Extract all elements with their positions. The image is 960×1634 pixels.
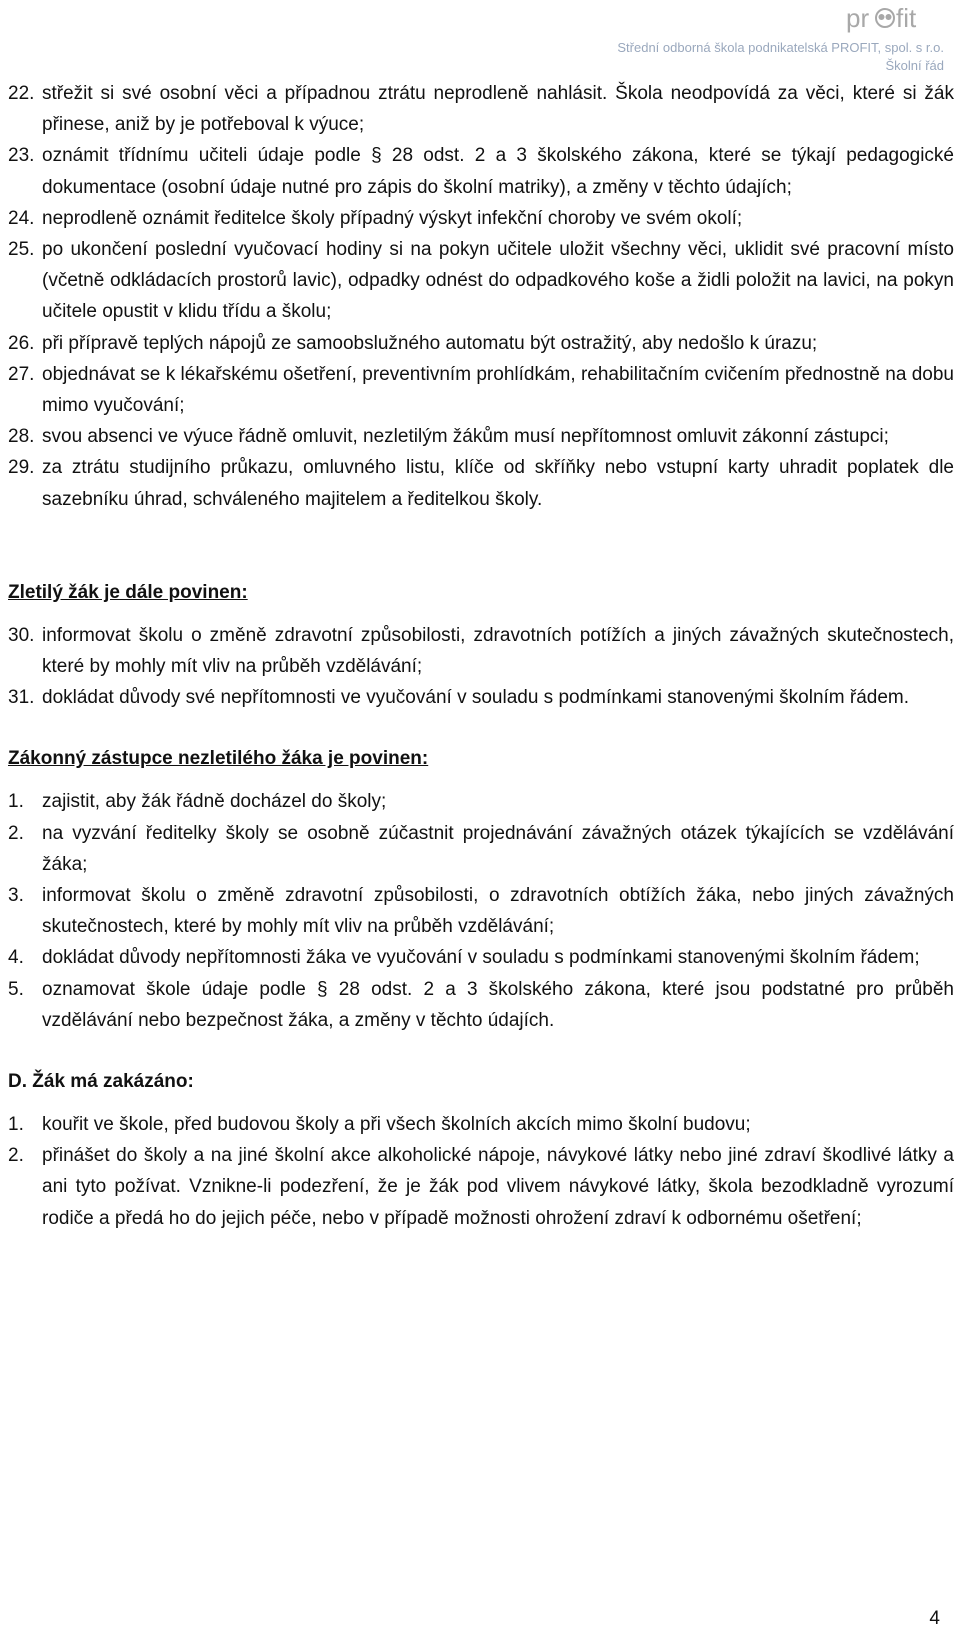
item-text: při přípravě teplých nápojů ze samoobslužného automatu být ostražitý, aby nedošlo k úrazu; — [42, 332, 818, 354]
item-number: 22. — [8, 83, 35, 104]
list-item — [8, 234, 954, 328]
item-number: 2. — [8, 822, 24, 844]
list-item — [8, 203, 954, 234]
list-item — [8, 620, 954, 682]
forbidden-list — [8, 1109, 954, 1234]
item-text: objednávat se k lékařskému ošetření, preventivním prohlídkám, rehabilitačním cvičením přednostně na dobu mimo vyučování; — [42, 363, 954, 417]
list-item — [8, 421, 954, 452]
item-number: 1. — [8, 1114, 24, 1136]
list-item — [8, 1109, 954, 1140]
document-name: Školní řád — [885, 58, 944, 73]
item-text: oznamovat škole údaje podle § 28 odst. 2 a 3 školského zákona, které jsou podstatné pro průběh vzdělávání nebo bezpečnost žáka, a změny v těchto údajích. — [42, 978, 954, 1031]
item-text: kouřit ve škole, před budovou školy a při všech školních akcích mimo školní budovu; — [42, 1114, 751, 1136]
item-text: střežit si své osobní věci a případnou ztrátu neprodleně nahlásit. Škola neodpovídá za věci, které si žák přinese, aniž by je potřeboval k výuce; — [42, 83, 954, 136]
section-heading-adult-student: Zletilý žák je dále povinen: — [8, 581, 248, 603]
school-logo — [844, 0, 944, 36]
item-text: neprodleně oznámit ředitelce školy případný výskyt infekční choroby ve svém okolí; — [42, 207, 743, 229]
page-header — [524, 0, 944, 76]
school-name: Střední odborná škola podnikatelská PROFIT, spol. s r.o. — [617, 40, 944, 55]
list-item — [8, 452, 954, 514]
item-text: dokládat důvody nepřítomnosti žáka ve vyučování v souladu s podmínkami stanovenými školním řádem; — [42, 947, 920, 969]
list-item — [8, 1140, 954, 1234]
document-body — [8, 78, 954, 1234]
adult-duties-list — [8, 620, 954, 714]
svg-text:pr: pr — [846, 3, 870, 33]
item-text: po ukončení poslední vyučovací hodiny si na pokyn učitele uložit všechny věci, uklidit své pracovní místo (včetně odkládacích prostorů lavic), odpadky odnést do odpadkového koše a židli položit na lavici, na pokyn učitele opustit v klidu třídu a školu; — [42, 239, 954, 323]
list-item — [8, 880, 954, 942]
item-text: oznámit třídnímu učiteli údaje podle § 28 odst. 2 a 3 školského zákona, které se týkají pedagogické dokumentace (osobní údaje nutné pro zápis do školní matriky), a změny v těchto údajích; — [42, 145, 954, 198]
item-text: na vyzvání ředitelky školy se osobně zúčastnit projednávání závažných otázek týkajících se vzdělávání žáka; — [42, 822, 954, 875]
item-number: 31. — [8, 687, 35, 709]
item-number: 28. — [8, 426, 35, 448]
item-number: 26. — [8, 332, 35, 354]
item-number: 4. — [8, 947, 24, 969]
item-number: 2. — [8, 1145, 24, 1167]
item-number: 5. — [8, 978, 24, 1000]
page-number: 4 — [929, 1608, 940, 1629]
list-item — [8, 942, 954, 973]
item-text: přinášet do školy a na jiné školní akce alkoholické nápoje, návykové látky nebo jiné zdraví škodlivé látky a ani tyto požívat. Vznikne-li podezření, že je žák pod vlivem návykové látky, škola bezodkladně vyrozumí rodiče a předá ho do jejich péče, nebo v případě možnosti ohrožení zdraví k odbornému ošetření; — [42, 1145, 954, 1229]
list-item — [8, 818, 954, 880]
item-number: 1. — [8, 791, 24, 813]
duties-list-continued — [8, 78, 954, 515]
section-heading-forbidden: D. Žák má zakázáno: — [8, 1071, 194, 1093]
item-number: 30. — [8, 624, 35, 646]
item-text: za ztrátu studijního průkazu, omluvného listu, klíče od skříňky nebo vstupní karty uhradit poplatek dle sazebníku úhrad, schváleného majitelem a ředitelkou školy. — [42, 457, 954, 510]
list-item — [8, 682, 954, 713]
list-item — [8, 78, 954, 140]
list-item — [8, 359, 954, 421]
list-item — [8, 328, 954, 359]
item-number: 27. — [8, 363, 35, 385]
svg-text:fit: fit — [896, 3, 917, 33]
item-text: informovat školu o změně zdravotní způsobilosti, o zdravotních obtížích žáka, nebo jiných závažných skutečnostech, které by mohly mít vliv na průběh vzdělávání; — [42, 885, 954, 938]
list-item — [8, 786, 954, 817]
item-number: 29. — [8, 457, 35, 479]
item-text: dokládat důvody své nepřítomnosti ve vyučování v souladu s podmínkami stanovenými školním řádem. — [42, 687, 910, 709]
owl-logo-icon — [844, 0, 944, 36]
item-number: 23. — [8, 145, 35, 167]
item-text: informovat školu o změně zdravotní způsobilosti, zdravotních potížích a jiných závažných skutečnostech, které by mohly mít vliv na průběh vzdělávání; — [42, 624, 954, 678]
item-number: 3. — [8, 885, 24, 907]
guardian-duties-list — [8, 786, 954, 1036]
item-number: 24. — [8, 207, 35, 229]
item-number: 25. — [8, 239, 35, 261]
list-item — [8, 974, 954, 1036]
list-item — [8, 140, 954, 202]
section-heading-guardian: Zákonný zástupce nezletilého žáka je povinen: — [8, 748, 429, 770]
item-text: svou absenci ve výuce řádně omluvit, nezletilým žákům musí nepřítomnost omluvit zákonní zástupci; — [42, 426, 889, 448]
item-text: zajistit, aby žák řádně docházel do školy; — [42, 791, 387, 813]
